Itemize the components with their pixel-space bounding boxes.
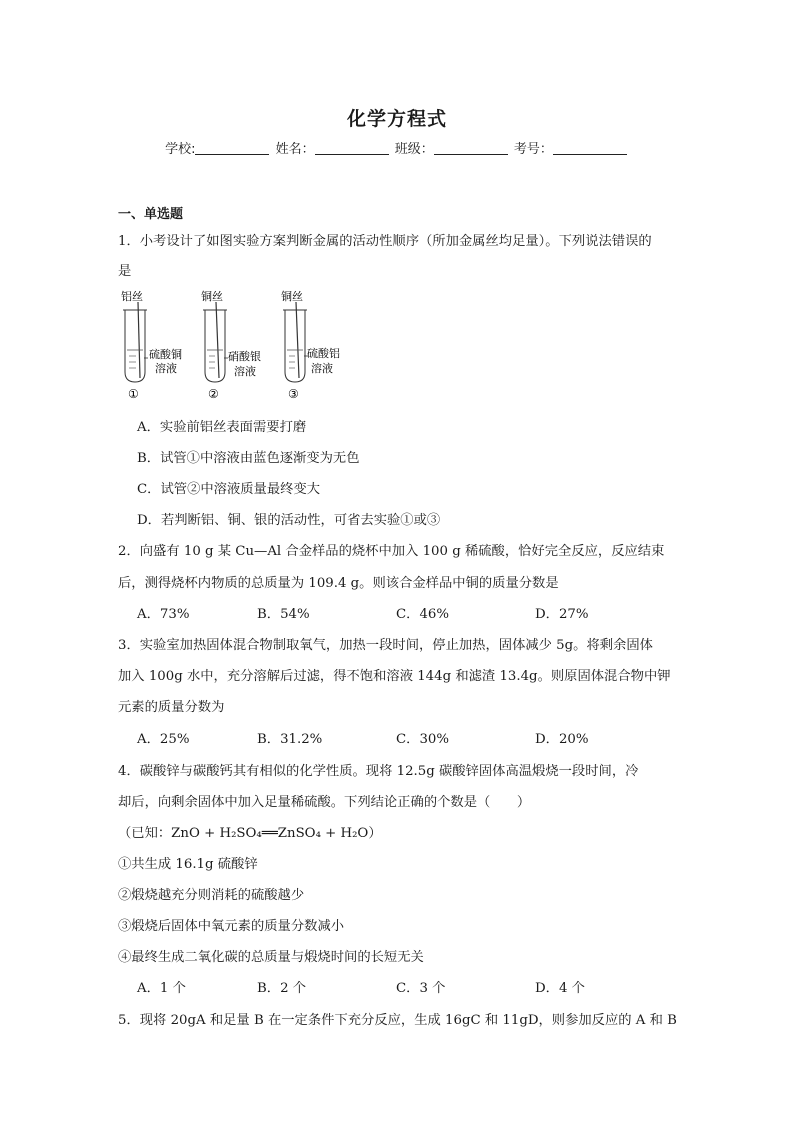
q4-known-equation: （已知：ZnO + H₂SO₄══ZnSO₄ + H₂O） [118,826,382,841]
q3-option-c[interactable]: C．30% [396,732,450,747]
q1-option-c[interactable]: C．试管②中溶液质量最终变大 [137,482,321,497]
school-field[interactable] [195,140,269,155]
test-tube-1 [123,302,148,382]
q3-option-d[interactable]: D．20% [535,732,589,747]
q1-option-b[interactable]: B．试管①中溶液由蓝色逐渐变为无色 [137,451,360,466]
tube1-number: ① [128,387,139,401]
q4-statement-2: ②煅烧越充分则消耗的硫酸越少 [118,888,305,903]
tube1-solution-label-2: 溶液 [155,362,177,375]
q2-stem-line1: 2．向盛有 10 g 某 Cu—Al 合金样品的烧杯中加入 100 g 稀硫酸，恰好完全反应，反应结束 [118,544,665,559]
q2-option-a[interactable]: A．73% [137,607,190,622]
q4-statement-1: ①共生成 16.1g 硫酸锌 [118,857,258,872]
tube3-solution-label-2: 溶液 [311,362,333,375]
page-title: 化学方程式 [346,108,447,130]
q1-stem-line2: 是 [118,264,132,279]
q2-option-b[interactable]: B．54% [257,607,310,622]
tube3-number: ③ [288,387,299,401]
q4-statement-3: ③煅烧后固体中氧元素的质量分数减小 [118,919,345,934]
q4-option-a[interactable]: A．1 个 [137,981,186,996]
test-tube-figure [118,288,378,404]
q3-option-b[interactable]: B．31.2% [257,732,323,747]
q1-option-a[interactable]: A．实验前铝丝表面需要打磨 [137,420,307,435]
q4-stem-line2: 却后，向剩余固体中加入足量稀硫酸。下列结论正确的个数是（ ） [118,795,531,810]
q4-option-d[interactable]: D．4 个 [535,981,585,996]
class-label: 班级： [394,142,434,157]
q2-option-d[interactable]: D．27% [535,607,589,622]
tube3-solution-label-1: 硫酸铝 [307,347,340,360]
number-field[interactable] [553,140,627,155]
q3-stem-line1: 3．实验室加热固体混合物制取氧气，加热一段时间，停止加热，固体减少 5g。将剩余固体 [118,638,653,653]
number-label: 考号： [513,142,553,157]
q2-stem-line2: 后，测得烧杯内物质的总质量为 109.4 g。则该合金样品中铜的质量分数是 [118,576,559,591]
q4-option-b[interactable]: B．2 个 [257,981,307,996]
q3-option-a[interactable]: A．25% [137,732,190,747]
q5-stem-line1: 5．现将 20gA 和足量 B 在一定条件下充分反应，生成 16gC 和 11gD，则参加反应的 A 和 B [118,1013,677,1028]
test-tube-2 [203,302,228,382]
section-heading: 一、单选题 [118,207,184,222]
tube2-solution-label-2: 溶液 [234,365,256,378]
q4-option-c[interactable]: C．3 个 [396,981,446,996]
name-field[interactable] [315,140,389,155]
test-tube-3 [283,302,308,382]
tube2-top-label: 铜丝 [201,290,223,303]
tube3-top-label: 铜丝 [281,290,303,303]
q3-stem-line2: 加入 100g 水中，充分溶解后过滤，得不饱和溶液 144g 和滤渣 13.4g。则原固体混合物中钾 [118,669,671,684]
q1-option-d[interactable]: D．若判断铝、铜、银的活动性，可省去实验①或③ [137,513,441,528]
student-info-row [0,138,794,157]
school-label: 学校: [165,142,196,157]
q4-statement-4: ④最终生成二氧化碳的总质量与煅烧时间的长短无关 [118,950,424,965]
tube1-solution-label-1: 硫酸铜 [149,348,182,361]
class-field[interactable] [434,140,508,155]
q4-stem-line1: 4．碳酸锌与碳酸钙其有相似的化学性质。现将 12.5g 碳酸锌固体高温煅烧一段时间，冷 [118,764,639,779]
name-label: 姓名： [275,142,315,157]
tube1-top-label: 铝丝 [121,290,143,303]
q3-stem-line3: 元素的质量分数为 [118,700,225,715]
tube2-solution-label-1: 硝酸银 [228,350,261,363]
q1-stem-line1: 1．小考设计了如图实验方案判断金属的活动性顺序（所加金属丝均足量）。下列说法错误的 [118,234,652,249]
tube2-number: ② [208,387,219,401]
q2-option-c[interactable]: C．46% [396,607,450,622]
